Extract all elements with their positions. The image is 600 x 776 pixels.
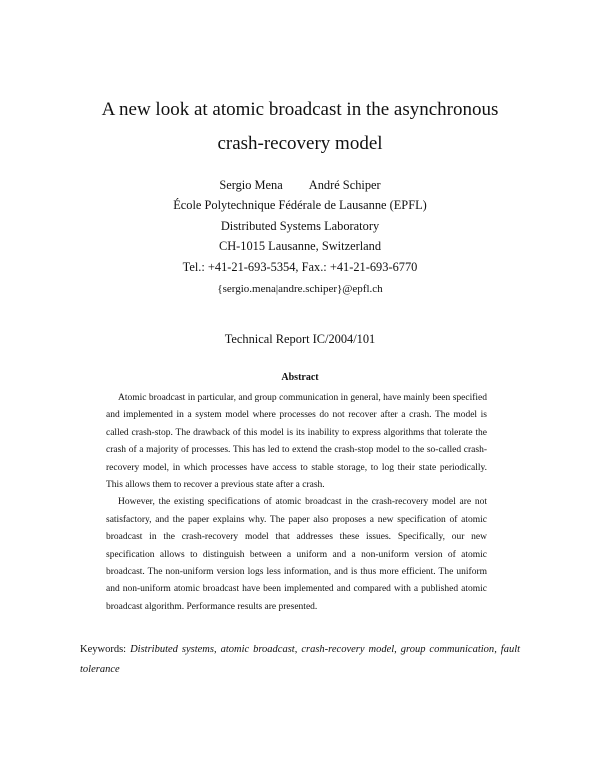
abstract-heading: Abstract bbox=[281, 372, 319, 383]
affiliation-address: CH-1015 Lausanne, Switzerland bbox=[218, 239, 382, 253]
keywords: Keywords: Distributed systems, atomic broadcast, crash-recovery model, group communication, fault tolerance bbox=[80, 644, 521, 675]
keyword-item: atomic broadcast bbox=[220, 644, 295, 655]
paper-title-line-1: A new look at atomic broadcast in the asynchronous bbox=[101, 99, 499, 120]
abstract-paragraph: Atomic broadcast in particular, and group communication in general, have mainly been specified and implemented in a system model where processes do not recover after a crash. The model is called crash-stop. The drawback of this model is its inability to express algorithms that tolerate the crash of a majority of processes. This has led to extend the crash-stop model to the so-called crash-recovery model, in which processes have access to stable storage, to log their state periodically. This allows them to recover a previous state after a crash. bbox=[106, 393, 487, 491]
report-number: Technical Report IC/2004/101 bbox=[224, 332, 376, 346]
author-email: {sergio.mena|andre.schiper}@epfl.ch bbox=[217, 283, 383, 295]
abstract-body bbox=[106, 390, 487, 616]
affiliation-institution: École Polytechnique Fédérale de Lausanne (EPFL) bbox=[173, 198, 427, 212]
abstract-paragraph: However, the existing specifications of atomic broadcast in the crash-recovery model are not satisfactory, and the paper explains why. The paper also proposes a new specification of atomic broadcast in the crash-recovery model that addresses these issues. Specifically, our new specification allows to distinguish between a uniform and a non-uniform version of atomic broadcast. The non-uniform version logs less information, and is thus more efficient. The uniform and non-uniform atomic broadcast have been implemented and compared with a published atomic broadcast algorithm. Performance results are presented. bbox=[106, 497, 487, 612]
affiliation-lab: Distributed Systems Laboratory bbox=[220, 219, 380, 233]
author-name: Sergio Mena bbox=[219, 178, 283, 192]
affiliation-phone-fax: Tel.: +41-21-693-5354, Fax.: +41-21-693-6770 bbox=[182, 260, 418, 274]
keyword-item: fault tolerance bbox=[80, 644, 521, 675]
author-name: André Schiper bbox=[308, 178, 381, 192]
paper-title-line-2: crash-recovery model bbox=[217, 133, 383, 154]
keyword-item: group communication bbox=[400, 644, 495, 655]
author-list bbox=[0, 177, 600, 193]
keyword-item: Distributed systems bbox=[130, 644, 214, 655]
keywords-label: Keywords: bbox=[80, 644, 127, 655]
keyword-item: crash-recovery model bbox=[301, 644, 395, 655]
